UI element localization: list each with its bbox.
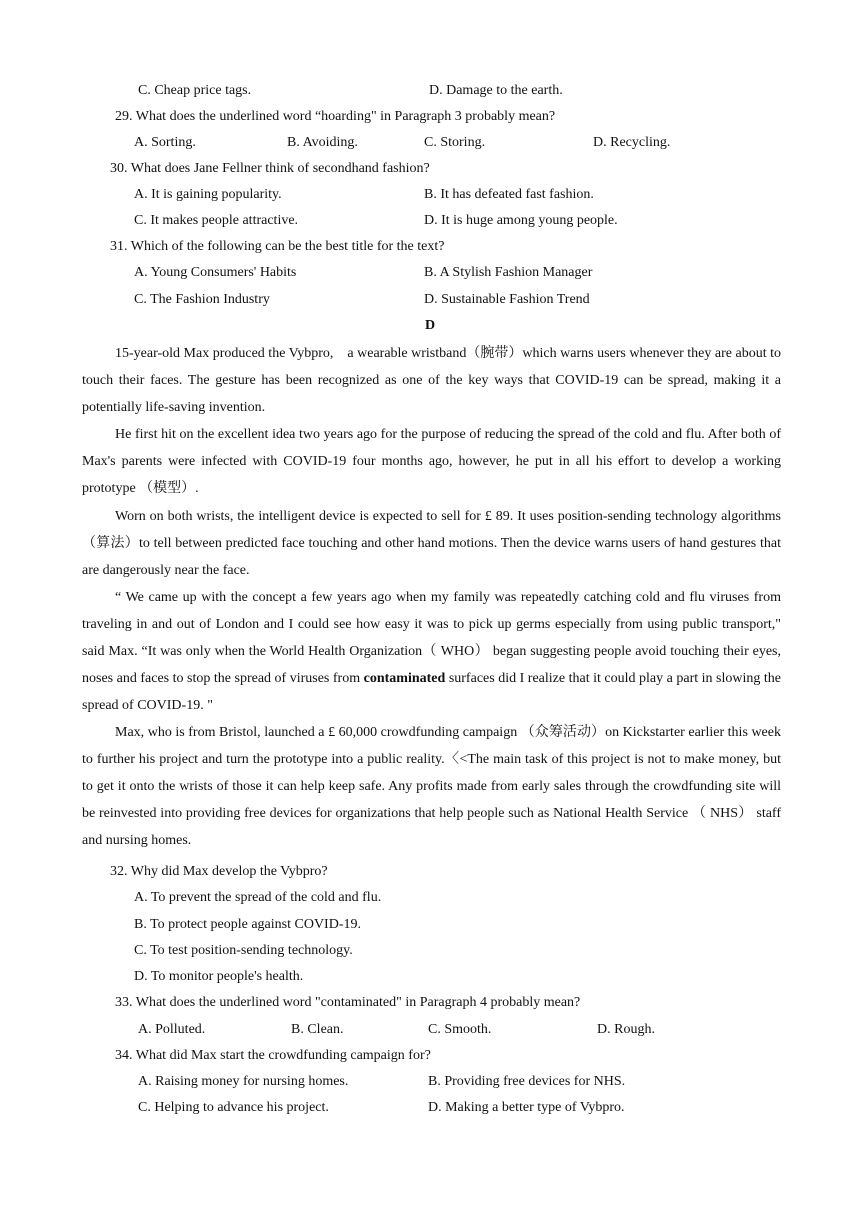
passage-paragraph-1-text: 15-year-old Max produced the Vybpro, a wearable wristband（腕带）which warns users whenever they are about to touch their faces. The gesture has been recognized as one of the key ways that COVID-19 can be spread, making it a potentially life-saving invention. [82, 346, 781, 415]
q32-option-a: A. To prevent the spread of the cold and flu. [134, 890, 382, 905]
q31-option-c: C. The Fashion Industry [134, 292, 270, 307]
section-label: D [424, 318, 436, 333]
passage-paragraph-2-text: He first hit on the excellent idea two years ago for the purpose of reducing the spread of the cold and flu. After both of Max's parents were infected with COVID-19 four months ago, however, he put in all his effort to develop a working prototype （模型）. [82, 427, 781, 496]
passage-p4-before: “ We came up with the concept a few years ago when my family was repeatedly catching cold and flu viruses from traveling in and out of London and I could see how easy it was to pick up germs especially from using public transport," said Max. “It was only when the World Health Organization（ WHO） began suggesting people avoid touching their eyes, noses and faces to stop the spread of viruses from [82, 590, 781, 686]
q33-stem: 33. What does the underlined word "contaminated" in Paragraph 4 probably mean? [115, 995, 581, 1010]
q34-stem: 34. What did Max start the crowdfunding campaign for? [115, 1048, 431, 1063]
q30-option-b: B. It has defeated fast fashion. [424, 187, 594, 202]
q31-option-b: B. A Stylish Fashion Manager [424, 265, 593, 280]
passage-paragraph-4-text [82, 584, 781, 719]
q30-option-a: A. It is gaining popularity. [134, 187, 282, 202]
q34-option-c: C. Helping to advance his project. [138, 1100, 329, 1115]
passage-paragraph-3 [82, 503, 781, 585]
q30-option-d: D. It is huge among young people. [424, 213, 618, 228]
q30-stem: 30. What does Jane Fellner think of secondhand fashion? [110, 161, 430, 176]
passage-p4-after: surfaces did I realize that it could play a part in slowing the spread of COVID-19. " [82, 671, 781, 713]
q31-stem: 31. Which of the following can be the best title for the text? [110, 239, 445, 254]
q33-option-d: D. Rough. [597, 1022, 655, 1037]
q28-option-d: D. Damage to the earth. [429, 83, 563, 98]
q33-option-c: C. Smooth. [428, 1022, 492, 1037]
q33-option-b: B. Clean. [291, 1022, 344, 1037]
q32-option-c: C. To test position-sending technology. [134, 943, 353, 958]
passage-paragraph-4 [82, 584, 781, 720]
q34-option-a: A. Raising money for nursing homes. [138, 1074, 349, 1089]
q29-option-d: D. Recycling. [593, 135, 671, 150]
q29-option-b: B. Avoiding. [287, 135, 358, 150]
passage-paragraph-3-text: Worn on both wrists, the intelligent device is expected to sell for £ 89. It uses position-sending technology algorithms（算法）to tell between predicted face touching and other hand motions. Then the device warns users of hand gestures that are dangerously near the face. [82, 509, 781, 578]
q29-option-a: A. Sorting. [134, 135, 196, 150]
q31-option-d: D. Sustainable Fashion Trend [424, 292, 590, 307]
q32-option-d: D. To monitor people's health. [134, 969, 304, 984]
passage-paragraph-5-text: Max, who is from Bristol, launched a £ 60,000 crowdfunding campaign （众筹活动）on Kickstarter earlier this week to further his project and turn the prototype into a public reality.〈<The main task of this project is not to make money, but to get it onto the wrists of those it can help keep safe. Any profits made from early sales through the crowdfunding site will be reinvested into providing free devices for organizations that help people such as National Health Service （ NHS） staff and nursing homes. [82, 725, 781, 848]
passage-paragraph-5 [82, 719, 781, 855]
q29-stem: 29. What does the underlined word “hoarding" in Paragraph 3 probably mean? [115, 109, 556, 124]
q31-option-a: A. Young Consumers' Habits [134, 265, 297, 280]
passage-paragraph-2 [82, 421, 781, 503]
passage-paragraph-1 [82, 340, 781, 422]
contaminated-word: contaminated [363, 671, 446, 686]
q32-stem: 32. Why did Max develop the Vybpro? [110, 864, 328, 879]
q30-option-c: C. It makes people attractive. [134, 213, 299, 228]
q32-option-b: B. To protect people against COVID-19. [134, 917, 361, 932]
q28-option-c: C. Cheap price tags. [138, 83, 252, 98]
q34-option-b: B. Providing free devices for NHS. [428, 1074, 626, 1089]
q29-option-c: C. Storing. [424, 135, 486, 150]
q33-option-a: A. Polluted. [138, 1022, 206, 1037]
q34-option-d: D. Making a better type of Vybpro. [428, 1100, 625, 1115]
